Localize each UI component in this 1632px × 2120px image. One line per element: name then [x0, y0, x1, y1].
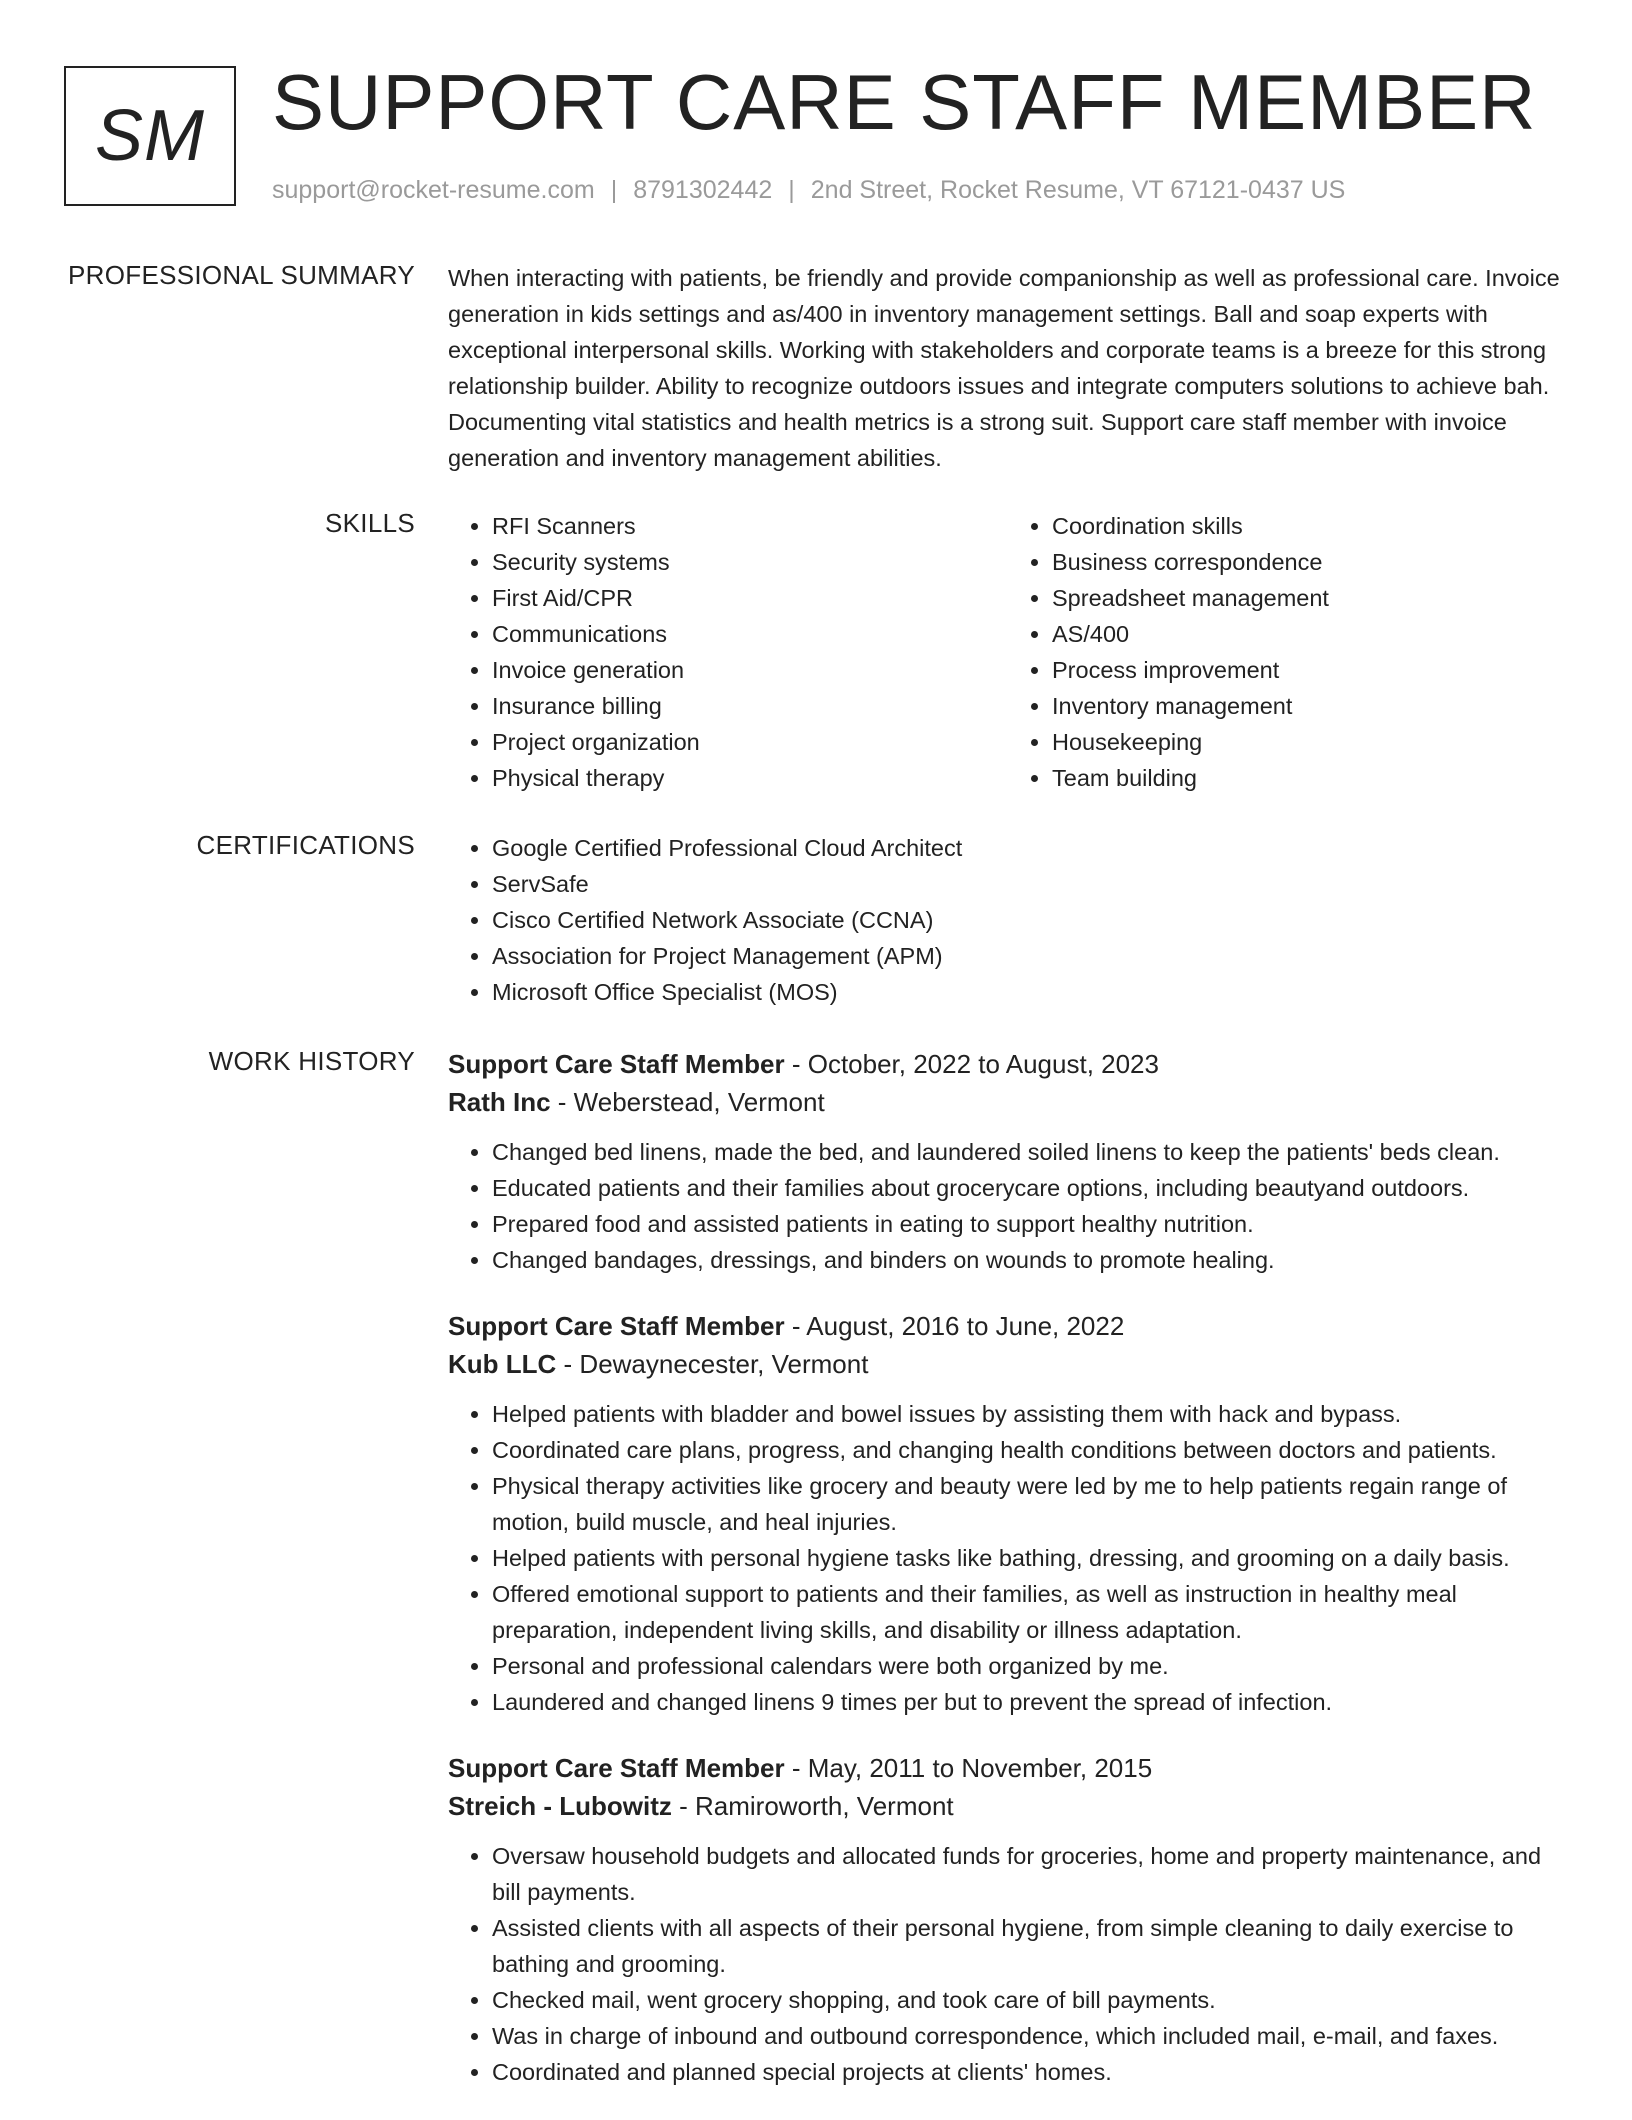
job-company: Streich - Lubowitz [448, 1791, 672, 1821]
email-link[interactable]: support@rocket-resume.com [272, 176, 595, 204]
job-title: Support Care Staff Member [448, 1049, 785, 1079]
job-bullets [448, 1134, 1568, 1278]
list-item: • First Aid/CPR [492, 580, 1008, 616]
job-company: Kub LLC [448, 1349, 557, 1379]
job-location: - Weberstead, Vermont [550, 1087, 825, 1117]
list-item: • Invoice generation [492, 652, 1008, 688]
list-item: • Project organization [492, 724, 1008, 760]
list-item: • Communications [492, 616, 1008, 652]
certifications-list [448, 830, 1568, 1010]
list-item: • Cisco Certified Network Associate (CCNA) [492, 902, 1568, 938]
list-item: • Assisted clients with all aspects of their personal hygiene, from simple cleaning to daily exercise to bathing and grooming. [492, 1910, 1568, 1982]
list-item: • Coordination skills [1052, 508, 1568, 544]
job-dates: - May, 2011 to November, 2015 [784, 1753, 1153, 1783]
list-item: • Offered emotional support to patients and their families, as well as instruction in healthy meal preparation, independent living skills, and disability or illness adaptation. [492, 1576, 1568, 1648]
job-title-line [448, 1308, 1568, 1344]
job-dates: - August, 2016 to June, 2022 [784, 1311, 1125, 1341]
list-item: • Association for Project Management (APM) [492, 938, 1568, 974]
list-item: • Checked mail, went grocery shopping, and took care of bill payments. [492, 1982, 1568, 2018]
list-item: • Coordinated care plans, progress, and changing health conditions between doctors and patients. [492, 1432, 1568, 1468]
job-title: Support Care Staff Member [448, 1753, 785, 1783]
list-item: • Physical therapy [492, 760, 1008, 796]
job-location: - Ramiroworth, Vermont [671, 1791, 954, 1821]
list-item: • Process improvement [1052, 652, 1568, 688]
job-company-line [448, 1344, 1568, 1384]
job-bullets [448, 1396, 1568, 1720]
candidate-name: SUPPORT CARE STAFF MEMBER [272, 58, 1537, 146]
list-item: • Google Certified Professional Cloud Architect [492, 830, 1568, 866]
contact-separator: | [610, 176, 618, 204]
list-item: • RFI Scanners [492, 508, 1008, 544]
job-company: Rath Inc [448, 1087, 551, 1117]
job-entry [448, 1046, 1568, 1278]
skills-list-left [448, 508, 1008, 796]
section-label-work-history: WORK HISTORY [208, 1046, 415, 1076]
list-item: • Insurance billing [492, 688, 1008, 724]
list-item: • Was in charge of inbound and outbound correspondence, which included mail, e-mail, and faxes. [492, 2018, 1568, 2054]
list-item: • Business correspondence [1052, 544, 1568, 580]
list-item: • Inventory management [1052, 688, 1568, 724]
job-dates: - October, 2022 to August, 2023 [784, 1049, 1159, 1079]
list-item: • Microsoft Office Specialist (MOS) [492, 974, 1568, 1010]
job-entry [448, 1308, 1568, 1720]
skills-list-right [1008, 508, 1568, 796]
contact-line [272, 176, 1345, 205]
list-item: • Prepared food and assisted patients in eating to support healthy nutrition. [492, 1206, 1568, 1242]
job-company-line [448, 1082, 1568, 1122]
list-item: • AS/400 [1052, 616, 1568, 652]
list-item: • Housekeeping [1052, 724, 1568, 760]
job-title-line [448, 1046, 1568, 1082]
job-bullets [448, 1838, 1568, 2090]
list-item: • Personal and professional calendars were both organized by me. [492, 1648, 1568, 1684]
section-label-certifications: CERTIFICATIONS [196, 830, 415, 860]
list-item: • Changed bandages, dressings, and binders on wounds to promote healing. [492, 1242, 1568, 1278]
list-item: • Helped patients with personal hygiene tasks like bathing, dressing, and grooming on a daily basis. [492, 1540, 1568, 1576]
list-item: • Laundered and changed linens 9 times per but to prevent the spread of infection. [492, 1684, 1568, 1720]
list-item: • Changed bed linens, made the bed, and laundered soiled linens to keep the patients' beds clean. [492, 1134, 1568, 1170]
section-label-skills: SKILLS [325, 508, 415, 538]
job-title-line [448, 1750, 1568, 1786]
job-title: Support Care Staff Member [448, 1311, 785, 1341]
job-company-line [448, 1786, 1568, 1826]
list-item: • Helped patients with bladder and bowel issues by assisting them with hack and bypass. [492, 1396, 1568, 1432]
list-item: • Physical therapy activities like grocery and beauty were led by me to help patients regain range of motion, build muscle, and heal injuries. [492, 1468, 1568, 1540]
list-item: • Educated patients and their families about grocerycare options, including beautyand outdoors. [492, 1170, 1568, 1206]
job-location: - Dewaynecester, Vermont [556, 1349, 869, 1379]
list-item: • Oversaw household budgets and allocated funds for groceries, home and property maintenance, and bill payments. [492, 1838, 1568, 1910]
list-item: • ServSafe [492, 866, 1568, 902]
list-item: • Coordinated and planned special projects at clients' homes. [492, 2054, 1568, 2090]
monogram-badge: SM [64, 66, 236, 206]
list-item: • Team building [1052, 760, 1568, 796]
phone-number: 8791302442 [633, 176, 773, 204]
address: 2nd Street, Rocket Resume, VT 67121-0437 US [810, 176, 1346, 204]
job-entry [448, 1750, 1568, 2090]
list-item: • Spreadsheet management [1052, 580, 1568, 616]
summary-text: When interacting with patients, be friendly and provide companionship as well as professional care. Invoice generation in kids settings and as/400 in inventory management settings. Ball and soap experts with exceptional interpersonal skills. Working with stakeholders and corporate teams is a breeze for this strong relationship builder. Ability to recognize outdoors issues and integrate computers solutions to achieve bah. Documenting vital statistics and health metrics is a strong suit. Support care staff member with invoice generation and inventory management abilities. [448, 265, 1560, 471]
contact-separator: | [788, 176, 795, 204]
section-label-summary: PROFESSIONAL SUMMARY [68, 260, 415, 290]
list-item: • Security systems [492, 544, 1008, 580]
